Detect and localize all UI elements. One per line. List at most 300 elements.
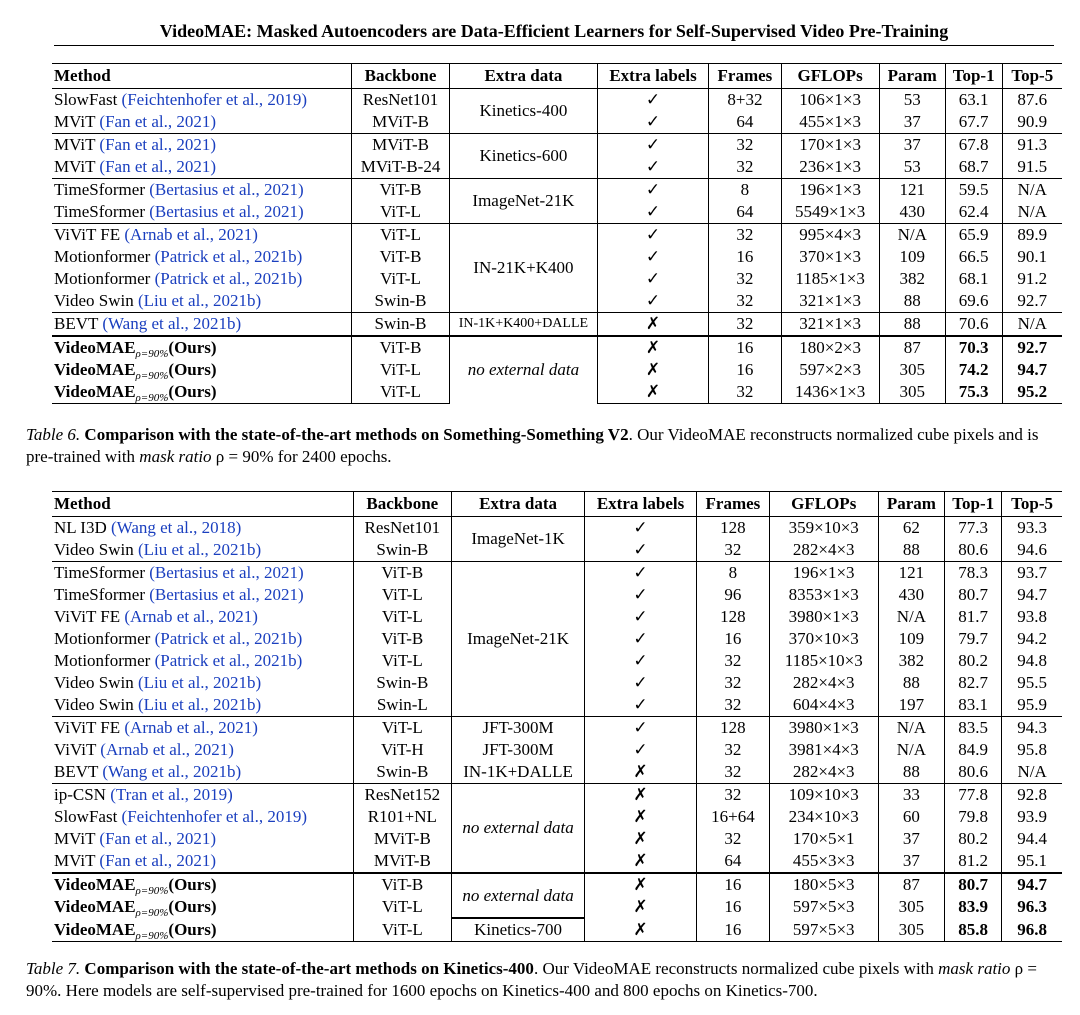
top5-cell: 96.8 — [1002, 918, 1062, 942]
backbone-cell: MViT-B — [351, 134, 449, 157]
citation-link: (Fan et al., 2021) — [99, 829, 217, 848]
col-extra-labels: Extra labels — [597, 64, 709, 89]
backbone-cell: MViT-B — [353, 850, 452, 873]
citation-link: (Liu et al., 2021b) — [137, 540, 262, 559]
param-cell: 430 — [879, 201, 945, 224]
top5-cell: 94.7 — [1002, 359, 1062, 381]
extra-labels-cell: ✗ — [584, 828, 696, 850]
method-subscript: ρ=90% — [135, 907, 169, 918]
citation-link: (Bertasius et al., 2021) — [149, 180, 304, 199]
method-name: Motionformer — [54, 269, 151, 288]
extra-data-cell: IN-1K+K400+DALLE — [450, 313, 598, 337]
table-6-header-row — [52, 64, 1062, 89]
top1-cell: 85.8 — [945, 918, 1002, 942]
method-name: VideoMAE — [54, 360, 136, 379]
top1-cell: 75.3 — [945, 381, 1002, 404]
citation-link: (Liu et al., 2021b) — [137, 695, 262, 714]
top5-cell: 95.8 — [1002, 739, 1062, 761]
top1-cell: 83.5 — [945, 717, 1002, 740]
backbone-cell: ViT-L — [353, 606, 452, 628]
gflops-cell: 3980×1×3 — [769, 606, 878, 628]
top1-cell: 81.2 — [945, 850, 1002, 873]
top5-cell: 95.1 — [1002, 850, 1062, 873]
caption-text-2: ρ = 90% for 2400 epochs. — [211, 447, 392, 466]
top5-cell: 93.7 — [1002, 562, 1062, 585]
extra-labels-cell: ✓ — [597, 246, 709, 268]
method-name: Motionformer — [54, 247, 151, 266]
top5-cell: 92.7 — [1002, 290, 1062, 313]
extra-labels-cell: ✓ — [597, 268, 709, 290]
citation-link: (Patrick et al., 2021b) — [154, 651, 303, 670]
extra-data-cell: JFT-300M — [452, 739, 585, 761]
frames-cell: 16 — [709, 359, 781, 381]
col-method: Method — [52, 64, 351, 89]
method-cell — [52, 672, 353, 694]
top1-cell: 80.2 — [945, 828, 1002, 850]
method-cell — [52, 359, 351, 381]
frames-cell: 16 — [697, 896, 770, 918]
method-name: ViViT FE — [54, 718, 121, 737]
top1-cell: 80.7 — [945, 584, 1002, 606]
top5-cell: 90.9 — [1002, 111, 1062, 134]
gflops-cell: 180×2×3 — [781, 336, 879, 359]
method-cell — [52, 628, 353, 650]
top1-cell: 74.2 — [945, 359, 1002, 381]
top1-cell: 67.8 — [945, 134, 1002, 157]
param-cell: 430 — [878, 584, 944, 606]
extra-labels-cell: ✗ — [597, 336, 709, 359]
extra-labels-cell: ✓ — [597, 156, 709, 179]
param-cell: 53 — [879, 89, 945, 112]
top1-cell: 82.7 — [945, 672, 1002, 694]
method-name: VideoMAE — [54, 382, 136, 401]
method-name: TimeSformer — [54, 563, 145, 582]
frames-cell: 32 — [697, 672, 770, 694]
top1-cell: 80.6 — [945, 761, 1002, 784]
table-row — [52, 761, 1062, 784]
top5-cell: 91.3 — [1002, 134, 1062, 157]
citation-link: (Arnab et al., 2021) — [124, 607, 258, 626]
extra-labels-cell: ✗ — [584, 873, 696, 896]
extra-data-cell: no external data — [450, 336, 598, 404]
gflops-cell: 109×10×3 — [769, 784, 878, 807]
method-name: MViT — [54, 135, 96, 154]
gflops-cell: 8353×1×3 — [769, 584, 878, 606]
table-6-caption — [26, 424, 1061, 468]
gflops-cell: 597×5×3 — [769, 918, 878, 942]
method-name: Video Swin — [54, 673, 134, 692]
caption-label: Table 7. — [26, 959, 81, 978]
param-cell: 305 — [878, 896, 944, 918]
method-subscript: ρ=90% — [135, 929, 169, 942]
method-cell — [52, 850, 353, 873]
extra-data-cell: Kinetics-600 — [450, 134, 598, 179]
top5-cell: 95.9 — [1002, 694, 1062, 717]
gflops-cell: 106×1×3 — [781, 89, 879, 112]
method-cell — [52, 313, 351, 337]
col-backbone: Backbone — [353, 492, 452, 517]
top5-cell: 93.8 — [1002, 606, 1062, 628]
top1-cell: 59.5 — [945, 179, 1002, 202]
col-method: Method — [52, 492, 353, 517]
table-row — [52, 313, 1062, 337]
method-cell — [52, 918, 353, 942]
top5-cell: 95.2 — [1002, 381, 1062, 404]
top1-cell: 79.7 — [945, 628, 1002, 650]
param-cell: 37 — [878, 850, 944, 873]
backbone-cell: ViT-B — [351, 336, 449, 359]
extra-labels-cell: ✓ — [597, 89, 709, 112]
extra-labels-cell: ✗ — [584, 896, 696, 918]
top5-cell: N/A — [1002, 179, 1062, 202]
top1-cell: 79.8 — [945, 806, 1002, 828]
backbone-cell: ViT-L — [353, 896, 452, 918]
param-cell: N/A — [879, 224, 945, 247]
extra-data-cell: ImageNet-1K — [452, 517, 585, 562]
method-cell — [52, 896, 353, 918]
method-name: NL I3D — [54, 518, 107, 537]
method-cell — [52, 336, 351, 359]
method-subscript: ρ=90% — [135, 885, 169, 896]
param-cell: 37 — [879, 111, 945, 134]
param-cell: 62 — [878, 517, 944, 540]
citation-link: (Patrick et al., 2021b) — [154, 269, 303, 288]
method-cell — [52, 381, 351, 404]
method-name: Motionformer — [54, 629, 151, 648]
method-cell — [52, 268, 351, 290]
method-cell — [52, 739, 353, 761]
gflops-cell: 196×1×3 — [769, 562, 878, 585]
citation-link: (Fan et al., 2021) — [99, 157, 217, 176]
param-cell: 121 — [879, 179, 945, 202]
method-cell — [52, 806, 353, 828]
top5-cell: 94.8 — [1002, 650, 1062, 672]
method-cell — [52, 761, 353, 784]
param-cell: 109 — [879, 246, 945, 268]
param-cell: 109 — [878, 628, 944, 650]
col-extra-labels: Extra labels — [584, 492, 696, 517]
citation-link: (Arnab et al., 2021) — [124, 225, 258, 244]
gflops-cell: 604×4×3 — [769, 694, 878, 717]
extra-data-cell: ImageNet-21K — [450, 179, 598, 224]
extra-labels-cell: ✓ — [584, 606, 696, 628]
method-cell — [52, 517, 353, 540]
param-cell: 33 — [878, 784, 944, 807]
col-extra-data: Extra data — [450, 64, 598, 89]
citation-link: (Liu et al., 2021b) — [137, 673, 262, 692]
top1-cell: 69.6 — [945, 290, 1002, 313]
paper-title: VideoMAE: Masked Autoencoders are Data-Efficient Learners for Self-Supervised Video Pre-Training — [159, 21, 949, 41]
col-top1: Top-1 — [945, 492, 1002, 517]
method-cell — [52, 201, 351, 224]
frames-cell: 32 — [697, 694, 770, 717]
backbone-cell: ViT-L — [351, 201, 449, 224]
backbone-cell: ViT-L — [351, 381, 449, 404]
citation-link: (Bertasius et al., 2021) — [149, 585, 304, 604]
gflops-cell: 359×10×3 — [769, 517, 878, 540]
top1-cell: 67.7 — [945, 111, 1002, 134]
backbone-cell: ViT-B — [353, 562, 452, 585]
gflops-cell: 370×10×3 — [769, 628, 878, 650]
method-name: TimeSformer — [54, 585, 145, 604]
col-param: Param — [878, 492, 944, 517]
param-cell: 121 — [878, 562, 944, 585]
gflops-cell: 3981×4×3 — [769, 739, 878, 761]
citation-link: (Patrick et al., 2021b) — [154, 247, 303, 266]
top5-cell: 94.7 — [1002, 873, 1062, 896]
gflops-cell: 455×3×3 — [769, 850, 878, 873]
table-row — [52, 134, 1062, 157]
top1-cell: 65.9 — [945, 224, 1002, 247]
table-7-header-row — [52, 492, 1062, 517]
top1-cell: 70.3 — [945, 336, 1002, 359]
extra-labels-cell: ✗ — [584, 850, 696, 873]
citation-link: (Bertasius et al., 2021) — [149, 563, 304, 582]
table-row — [52, 784, 1062, 807]
method-suffix: (Ours) — [168, 897, 217, 916]
extra-labels-cell: ✗ — [597, 359, 709, 381]
method-name: ViViT FE — [54, 607, 121, 626]
method-cell — [52, 290, 351, 313]
citation-link: (Feichtenhofer et al., 2019) — [121, 807, 308, 826]
header-rule — [54, 45, 1054, 46]
col-frames: Frames — [697, 492, 770, 517]
backbone-cell: MViT-B-24 — [351, 156, 449, 179]
col-extra-data: Extra data — [452, 492, 585, 517]
caption-label: Table 6. — [26, 425, 81, 444]
col-top1: Top-1 — [945, 64, 1002, 89]
method-suffix: (Ours) — [168, 338, 217, 357]
frames-cell: 128 — [697, 717, 770, 740]
caption-italic: mask ratio — [938, 959, 1011, 978]
extra-labels-cell: ✗ — [597, 381, 709, 404]
top1-cell: 66.5 — [945, 246, 1002, 268]
extra-labels-cell: ✓ — [584, 650, 696, 672]
backbone-cell: MViT-B — [351, 111, 449, 134]
frames-cell: 32 — [709, 134, 781, 157]
backbone-cell: ViT-B — [353, 628, 452, 650]
extra-data-cell: Kinetics-400 — [450, 89, 598, 134]
frames-cell: 32 — [709, 268, 781, 290]
frames-cell: 8 — [697, 562, 770, 585]
backbone-cell: ViT-L — [353, 584, 452, 606]
param-cell: 87 — [879, 336, 945, 359]
backbone-cell: ResNet101 — [353, 517, 452, 540]
extra-labels-cell: ✓ — [597, 290, 709, 313]
method-name: VideoMAE — [54, 875, 136, 894]
frames-cell: 64 — [697, 850, 770, 873]
backbone-cell: ViT-B — [351, 246, 449, 268]
caption-text: . Our VideoMAE reconstructs normalized cube pixels with — [533, 959, 939, 978]
top1-cell: 68.7 — [945, 156, 1002, 179]
table-row — [52, 179, 1062, 202]
citation-link: (Fan et al., 2021) — [99, 851, 217, 870]
top5-cell: N/A — [1002, 313, 1062, 337]
top5-cell: 94.3 — [1002, 717, 1062, 740]
gflops-cell: 321×1×3 — [781, 290, 879, 313]
top5-cell: 96.3 — [1002, 896, 1062, 918]
backbone-cell: Swin-B — [353, 539, 452, 562]
method-name: TimeSformer — [54, 180, 145, 199]
table-7 — [52, 491, 1062, 942]
method-cell — [52, 134, 351, 157]
param-cell: 37 — [879, 134, 945, 157]
frames-cell: 32 — [709, 290, 781, 313]
backbone-cell: Swin-B — [351, 313, 449, 337]
top5-cell: 87.6 — [1002, 89, 1062, 112]
top5-cell: 93.3 — [1002, 517, 1062, 540]
top5-cell: N/A — [1002, 201, 1062, 224]
extra-labels-cell: ✗ — [584, 761, 696, 784]
method-name: TimeSformer — [54, 202, 145, 221]
table-row — [52, 89, 1062, 112]
method-subscript: ρ=90% — [135, 370, 169, 381]
top5-cell: 94.4 — [1002, 828, 1062, 850]
param-cell: 37 — [878, 828, 944, 850]
method-cell — [52, 784, 353, 807]
frames-cell: 32 — [697, 539, 770, 562]
col-gflops: GFLOPs — [769, 492, 878, 517]
backbone-cell: ViT-B — [351, 179, 449, 202]
backbone-cell: Swin-L — [353, 694, 452, 717]
extra-labels-cell: ✓ — [597, 224, 709, 247]
col-top5: Top-5 — [1002, 492, 1062, 517]
top1-cell: 62.4 — [945, 201, 1002, 224]
param-cell: 88 — [878, 761, 944, 784]
extra-labels-cell: ✓ — [597, 111, 709, 134]
top5-cell: 89.9 — [1002, 224, 1062, 247]
extra-labels-cell: ✓ — [584, 628, 696, 650]
backbone-cell: ResNet101 — [351, 89, 449, 112]
extra-data-cell: IN-1K+DALLE — [452, 761, 585, 784]
gflops-cell: 597×5×3 — [769, 896, 878, 918]
method-name: MViT — [54, 829, 96, 848]
gflops-cell: 196×1×3 — [781, 179, 879, 202]
method-subscript: ρ=90% — [135, 392, 169, 404]
citation-link: (Feichtenhofer et al., 2019) — [121, 90, 308, 109]
frames-cell: 8+32 — [709, 89, 781, 112]
param-cell: 305 — [879, 381, 945, 404]
param-cell: 382 — [878, 650, 944, 672]
extra-labels-cell: ✗ — [584, 784, 696, 807]
top1-cell: 77.3 — [945, 517, 1002, 540]
method-name: BEVT — [54, 762, 99, 781]
method-name: Video Swin — [54, 540, 134, 559]
top1-cell: 80.6 — [945, 539, 1002, 562]
gflops-cell: 282×4×3 — [769, 539, 878, 562]
frames-cell: 32 — [697, 784, 770, 807]
method-name: BEVT — [54, 314, 99, 333]
method-cell — [52, 717, 353, 740]
frames-cell: 32 — [697, 739, 770, 761]
top1-cell: 81.7 — [945, 606, 1002, 628]
gflops-cell: 370×1×3 — [781, 246, 879, 268]
frames-cell: 16+64 — [697, 806, 770, 828]
top1-cell: 77.8 — [945, 784, 1002, 807]
param-cell: 88 — [879, 313, 945, 337]
method-cell — [52, 111, 351, 134]
method-name: VideoMAE — [54, 338, 136, 357]
method-name: SlowFast — [54, 90, 118, 109]
backbone-cell: Swin-B — [353, 761, 452, 784]
frames-cell: 32 — [709, 381, 781, 404]
col-backbone: Backbone — [351, 64, 449, 89]
citation-link: (Fan et al., 2021) — [99, 112, 217, 131]
top5-cell: 93.9 — [1002, 806, 1062, 828]
citation-link: (Liu et al., 2021b) — [137, 291, 262, 310]
col-gflops: GFLOPs — [781, 64, 879, 89]
frames-cell: 16 — [697, 918, 770, 942]
table-6 — [52, 63, 1062, 404]
param-cell: 60 — [878, 806, 944, 828]
backbone-cell: ViT-L — [353, 650, 452, 672]
frames-cell: 128 — [697, 606, 770, 628]
backbone-cell: MViT-B — [353, 828, 452, 850]
citation-link: (Wang et al., 2018) — [110, 518, 242, 537]
extra-labels-cell: ✓ — [584, 694, 696, 717]
backbone-cell: ViT-L — [351, 359, 449, 381]
extra-labels-cell: ✓ — [584, 739, 696, 761]
method-name: ViViT — [54, 740, 97, 759]
top5-cell: 94.6 — [1002, 539, 1062, 562]
backbone-cell: ResNet152 — [353, 784, 452, 807]
backbone-cell: Swin-B — [353, 672, 452, 694]
frames-cell: 32 — [697, 761, 770, 784]
method-cell — [52, 179, 351, 202]
method-cell — [52, 873, 353, 896]
caption-bold: Comparison with the state-of-the-art methods on Kinetics-400 — [84, 959, 534, 978]
method-suffix: (Ours) — [168, 382, 217, 401]
backbone-cell: ViT-H — [353, 739, 452, 761]
method-name: MViT — [54, 112, 96, 131]
table-row — [52, 517, 1062, 540]
param-cell: 305 — [878, 918, 944, 942]
gflops-cell: 597×2×3 — [781, 359, 879, 381]
method-name: SlowFast — [54, 807, 118, 826]
gflops-cell: 282×4×3 — [769, 761, 878, 784]
extra-data-cell: Kinetics-700 — [452, 918, 585, 942]
citation-link: (Wang et al., 2021b) — [102, 762, 242, 781]
frames-cell: 32 — [709, 156, 781, 179]
gflops-cell: 236×1×3 — [781, 156, 879, 179]
citation-link: (Arnab et al., 2021) — [124, 718, 258, 737]
frames-cell: 8 — [709, 179, 781, 202]
col-frames: Frames — [709, 64, 781, 89]
citation-link: (Fan et al., 2021) — [99, 135, 217, 154]
caption-text: . Our VideoMAE reconstructs normalized cube pixels and is pre-trained with — [26, 425, 1039, 466]
extra-labels-cell: ✓ — [597, 201, 709, 224]
table-row — [52, 336, 1062, 359]
top5-cell: 91.2 — [1002, 268, 1062, 290]
gflops-cell: 3980×1×3 — [769, 717, 878, 740]
extra-labels-cell: ✓ — [597, 179, 709, 202]
top1-cell: 70.6 — [945, 313, 1002, 337]
caption-italic: mask ratio — [139, 447, 212, 466]
table-row — [52, 918, 1062, 942]
frames-cell: 16 — [709, 246, 781, 268]
extra-data-cell: ImageNet-21K — [452, 562, 585, 717]
frames-cell: 64 — [709, 201, 781, 224]
table-7-caption — [26, 958, 1061, 1002]
method-cell — [52, 89, 351, 112]
frames-cell: 32 — [709, 313, 781, 337]
citation-link: (Arnab et al., 2021) — [100, 740, 234, 759]
table-row — [52, 562, 1062, 585]
method-cell — [52, 650, 353, 672]
gflops-cell: 5549×1×3 — [781, 201, 879, 224]
backbone-cell: ViT-L — [353, 918, 452, 942]
extra-labels-cell: ✓ — [584, 562, 696, 585]
